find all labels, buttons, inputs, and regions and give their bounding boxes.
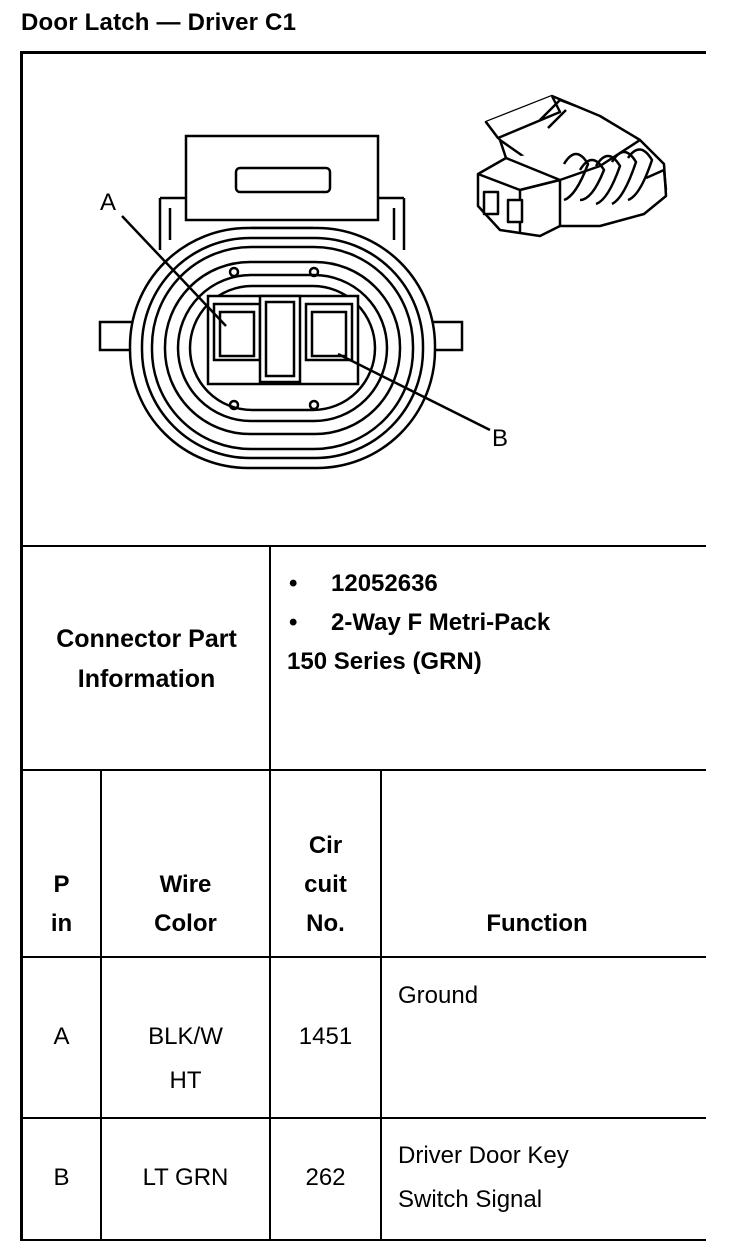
callout-label-a: A (100, 189, 117, 216)
list-item-part-number (287, 564, 697, 603)
header-function-text: Function (486, 910, 588, 937)
connector-info-label (23, 548, 270, 770)
page-title: Door Latch — Driver C1 (21, 9, 297, 36)
header-circuit-line2: cuit (304, 871, 347, 898)
row-b-function (398, 1134, 698, 1222)
header-pin-line1: P (53, 871, 70, 898)
row-a-circuit: 1451 (298, 1023, 353, 1050)
header-wire-color-line2: Color (154, 910, 217, 937)
row-a-wire-color-line1: BLK/W (148, 1023, 223, 1050)
row-a-wire-color-line2: HT (169, 1067, 202, 1094)
header-circuit-line3: No. (306, 910, 345, 937)
bullet-icon: • (289, 570, 298, 597)
connector-front-view-icon (100, 136, 462, 468)
row-b-function-line2: Switch Signal (398, 1186, 543, 1213)
header-circuit-line1: Cir (308, 832, 343, 859)
connector-info-label-line1: Connector Part (56, 625, 237, 653)
row-b-function-line1: Driver Door Key (398, 1142, 569, 1169)
header-wire-color-line1: Wire (159, 871, 212, 898)
list-item-description-cont (287, 642, 697, 681)
header-wire-color (102, 772, 269, 957)
row-b-circuit: 262 (305, 1164, 346, 1191)
connector-info-label-line2: Information (77, 665, 216, 693)
description-line1: 2-Way F Metri-Pack (331, 609, 551, 636)
divider-bottom (20, 1239, 706, 1241)
connector-isometric-view-icon (478, 96, 666, 236)
part-number: 12052636 (331, 570, 438, 597)
row-b-wire-color-line1: LT GRN (142, 1164, 229, 1191)
bullet-icon: • (289, 609, 298, 636)
header-circuit (271, 772, 380, 957)
description-line2: 150 Series (GRN) (287, 648, 482, 675)
header-function (382, 772, 692, 957)
list-item-description (287, 603, 697, 642)
callout-label-b: B (492, 425, 509, 452)
header-pin (23, 772, 100, 957)
header-pin-line2: in (50, 910, 73, 937)
row-b-wire-color (102, 1156, 269, 1200)
row-a-wire-color (102, 1015, 269, 1103)
divider-row-a (20, 1117, 706, 1119)
row-a-function-line1: Ground (398, 982, 479, 1009)
connector-info-list (287, 564, 697, 681)
connector-diagram (23, 54, 706, 546)
row-a-function (398, 974, 698, 1018)
row-b-pin: B (53, 1164, 70, 1191)
row-a-pin: A (53, 1023, 70, 1050)
